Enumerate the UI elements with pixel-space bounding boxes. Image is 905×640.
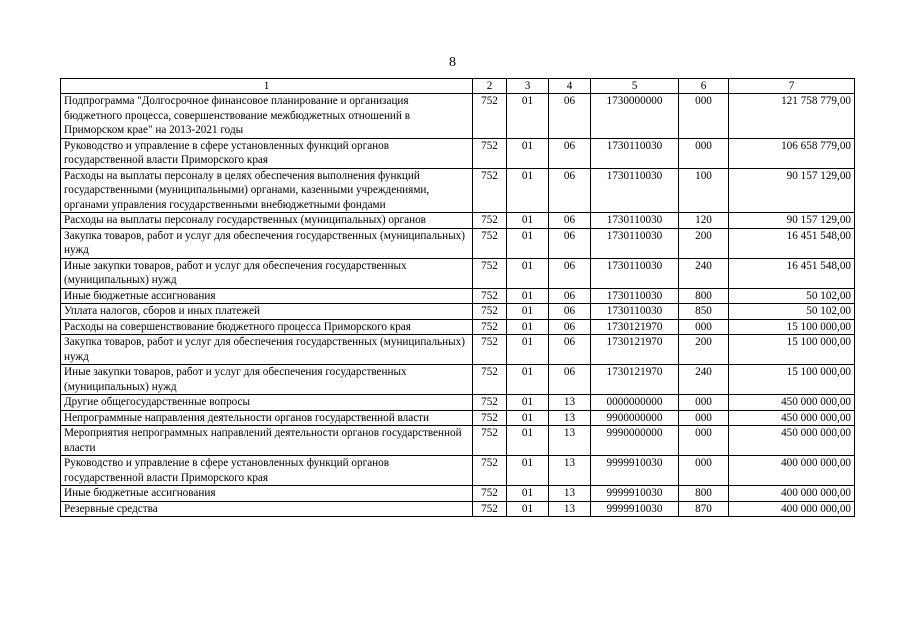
column-header: 3 [507,79,549,94]
code-gr-cell: 752 [473,213,507,229]
code-csr-cell: 0000000000 [591,395,679,411]
code-rz-cell: 01 [507,335,549,365]
code-csr-cell: 1730121970 [591,319,679,335]
code-vr-cell: 000 [679,138,729,168]
row-name-cell: Мероприятия непрограммных направлений деятельности органов государственной власти [61,426,473,456]
amount-cell: 400 000 000,00 [729,456,855,486]
amount-cell: 400 000 000,00 [729,501,855,517]
code-pr-cell: 13 [549,486,591,502]
column-header: 1 [61,79,473,94]
code-rz-cell: 01 [507,94,549,139]
code-rz-cell: 01 [507,319,549,335]
amount-cell: 450 000 000,00 [729,426,855,456]
code-csr-cell: 1730110030 [591,228,679,258]
code-pr-cell: 06 [549,304,591,320]
amount-cell: 50 102,00 [729,304,855,320]
code-csr-cell: 1730121970 [591,335,679,365]
row-name-cell: Иные бюджетные ассигнования [61,486,473,502]
code-csr-cell: 1730110030 [591,213,679,229]
table-row [61,258,855,288]
row-name-cell: Резервные средства [61,501,473,517]
code-vr-cell: 200 [679,335,729,365]
row-name-cell: Уплата налогов, сборов и иных платежей [61,304,473,320]
code-gr-cell: 752 [473,138,507,168]
code-csr-cell: 1730110030 [591,304,679,320]
column-header: 4 [549,79,591,94]
amount-cell: 90 157 129,00 [729,213,855,229]
code-csr-cell: 1730110030 [591,168,679,213]
row-name-cell: Другие общегосударственные вопросы [61,395,473,411]
code-vr-cell: 000 [679,426,729,456]
code-gr-cell: 752 [473,456,507,486]
code-vr-cell: 200 [679,228,729,258]
code-csr-cell: 1730110030 [591,258,679,288]
code-vr-cell: 000 [679,94,729,139]
row-name-cell: Расходы на выплаты персоналу государственных (муниципальных) органов [61,213,473,229]
code-pr-cell: 13 [549,501,591,517]
code-rz-cell: 01 [507,365,549,395]
amount-cell: 16 451 548,00 [729,228,855,258]
code-vr-cell: 000 [679,319,729,335]
table-row [61,426,855,456]
code-csr-cell: 1730000000 [591,94,679,139]
row-name-cell: Расходы на совершенствование бюджетного процесса Приморского края [61,319,473,335]
code-csr-cell: 9990000000 [591,426,679,456]
amount-cell: 15 100 000,00 [729,319,855,335]
code-pr-cell: 13 [549,410,591,426]
code-rz-cell: 01 [507,456,549,486]
amount-cell: 400 000 000,00 [729,486,855,502]
table-row [61,228,855,258]
row-name-cell: Иные закупки товаров, работ и услуг для обеспечения государственных (муниципальных) нужд [61,365,473,395]
code-gr-cell: 752 [473,501,507,517]
budget-table [60,78,855,517]
table-row [61,213,855,229]
table-row [61,395,855,411]
table-row [61,486,855,502]
amount-cell: 15 100 000,00 [729,365,855,395]
row-name-cell: Закупка товаров, работ и услуг для обеспечения государственных (муниципальных) нужд [61,335,473,365]
code-pr-cell: 06 [549,319,591,335]
code-pr-cell: 06 [549,138,591,168]
code-vr-cell: 800 [679,288,729,304]
code-rz-cell: 01 [507,410,549,426]
code-csr-cell: 1730110030 [591,288,679,304]
code-vr-cell: 000 [679,410,729,426]
code-csr-cell: 1730121970 [591,365,679,395]
code-gr-cell: 752 [473,365,507,395]
amount-cell: 450 000 000,00 [729,410,855,426]
table-row [61,365,855,395]
code-gr-cell: 752 [473,410,507,426]
row-name-cell: Иные бюджетные ассигнования [61,288,473,304]
page-number: 8 [449,55,456,70]
table-row [61,138,855,168]
code-csr-cell: 9999910030 [591,486,679,502]
amount-cell: 121 758 779,00 [729,94,855,139]
code-pr-cell: 06 [549,258,591,288]
amount-cell: 90 157 129,00 [729,168,855,213]
code-csr-cell: 9900000000 [591,410,679,426]
code-rz-cell: 01 [507,168,549,213]
code-csr-cell: 1730110030 [591,138,679,168]
row-name-cell: Иные закупки товаров, работ и услуг для обеспечения государственных (муниципальных) нужд [61,258,473,288]
code-gr-cell: 752 [473,335,507,365]
code-gr-cell: 752 [473,319,507,335]
code-rz-cell: 01 [507,486,549,502]
code-gr-cell: 752 [473,288,507,304]
code-pr-cell: 06 [549,365,591,395]
amount-cell: 16 451 548,00 [729,258,855,288]
code-rz-cell: 01 [507,426,549,456]
code-rz-cell: 01 [507,501,549,517]
column-header: 7 [729,79,855,94]
table-row [61,288,855,304]
column-header: 2 [473,79,507,94]
code-gr-cell: 752 [473,94,507,139]
code-pr-cell: 13 [549,395,591,411]
row-name-cell: Непрограммные направления деятельности органов государственной власти [61,410,473,426]
code-gr-cell: 752 [473,304,507,320]
code-rz-cell: 01 [507,213,549,229]
table-row [61,335,855,365]
code-rz-cell: 01 [507,228,549,258]
code-rz-cell: 01 [507,288,549,304]
code-gr-cell: 752 [473,395,507,411]
code-gr-cell: 752 [473,426,507,456]
code-vr-cell: 800 [679,486,729,502]
code-vr-cell: 240 [679,365,729,395]
code-vr-cell: 100 [679,168,729,213]
code-pr-cell: 13 [549,426,591,456]
code-vr-cell: 000 [679,395,729,411]
code-pr-cell: 06 [549,335,591,365]
table-header-row [61,79,855,94]
row-name-cell: Подпрограмма "Долгосрочное финансовое планирование и организация бюджетного процесса, совершенствование межбюджетных отношений в Приморском крае" на 2013-2021 годы [61,94,473,139]
code-pr-cell: 06 [549,228,591,258]
table-row [61,456,855,486]
row-name-cell: Руководство и управление в сфере установленных функций органов государственной власти Приморского края [61,138,473,168]
amount-cell: 50 102,00 [729,288,855,304]
row-name-cell: Расходы на выплаты персоналу в целях обеспечения выполнения функций государственными (муниципальными) органами, казенными учреждениями, органами управления государственными внебюджетными фондами [61,168,473,213]
code-csr-cell: 9999910030 [591,501,679,517]
row-name-cell: Руководство и управление в сфере установленных функций органов государственной власти Приморского края [61,456,473,486]
amount-cell: 15 100 000,00 [729,335,855,365]
code-gr-cell: 752 [473,168,507,213]
code-vr-cell: 870 [679,501,729,517]
code-pr-cell: 06 [549,213,591,229]
code-gr-cell: 752 [473,486,507,502]
column-header: 5 [591,79,679,94]
code-vr-cell: 000 [679,456,729,486]
table-row [61,304,855,320]
code-pr-cell: 06 [549,168,591,213]
table-row [61,94,855,139]
code-gr-cell: 752 [473,228,507,258]
code-rz-cell: 01 [507,258,549,288]
amount-cell: 106 658 779,00 [729,138,855,168]
code-pr-cell: 06 [549,94,591,139]
code-pr-cell: 13 [549,456,591,486]
table-row [61,410,855,426]
table-row [61,319,855,335]
row-name-cell: Закупка товаров, работ и услуг для обеспечения государственных (муниципальных) нужд [61,228,473,258]
code-vr-cell: 240 [679,258,729,288]
code-gr-cell: 752 [473,258,507,288]
code-pr-cell: 06 [549,288,591,304]
table-row [61,168,855,213]
code-rz-cell: 01 [507,304,549,320]
amount-cell: 450 000 000,00 [729,395,855,411]
code-rz-cell: 01 [507,395,549,411]
code-rz-cell: 01 [507,138,549,168]
code-csr-cell: 9999910030 [591,456,679,486]
table-row [61,501,855,517]
code-vr-cell: 120 [679,213,729,229]
column-header: 6 [679,79,729,94]
code-vr-cell: 850 [679,304,729,320]
